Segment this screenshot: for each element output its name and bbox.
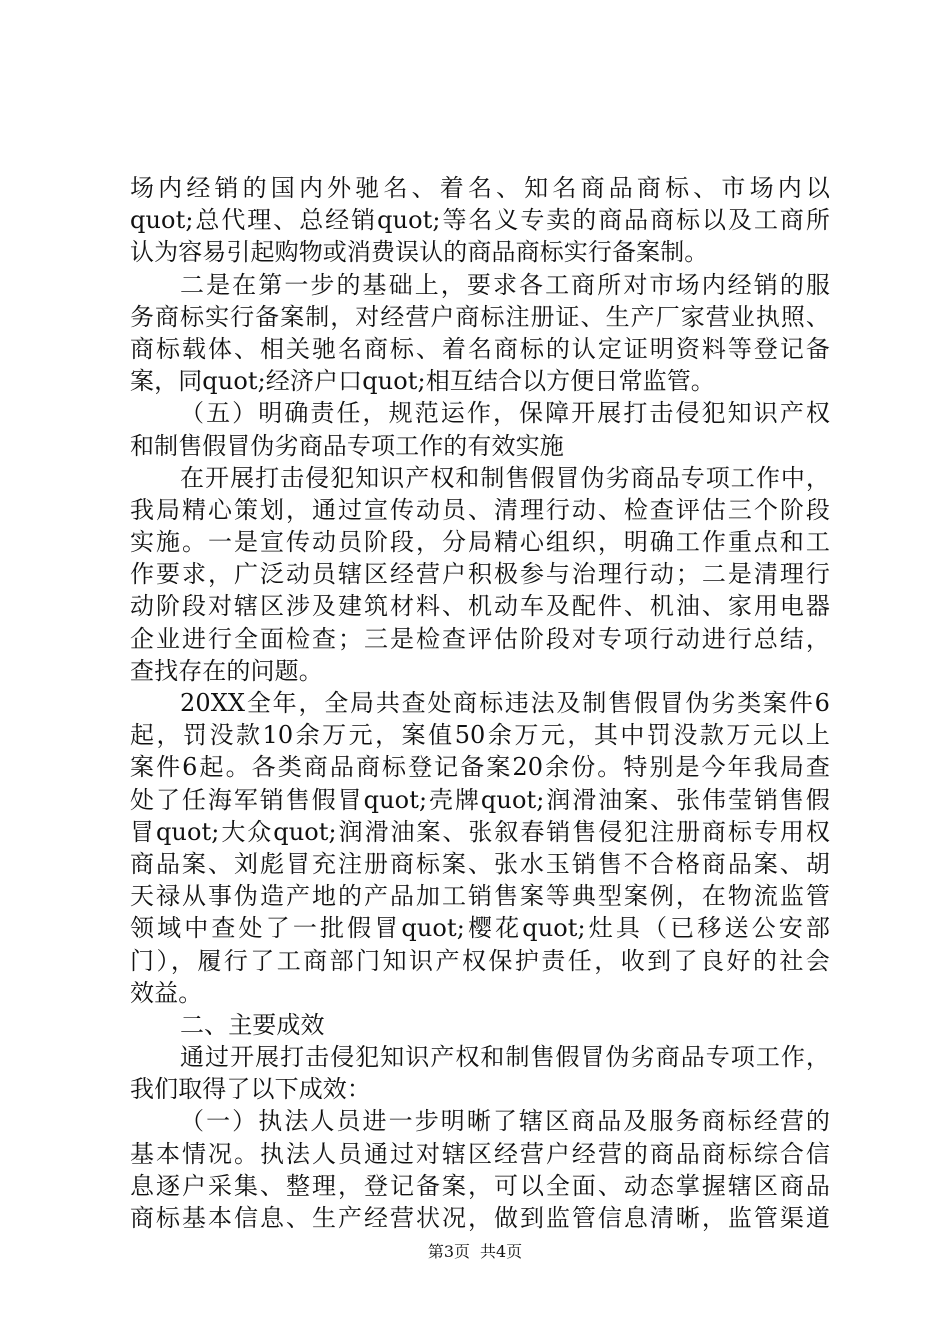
text-line: 在开展打击侵犯知识产权和制售假冒伪劣商品专项工作中， xyxy=(180,463,830,492)
text-line: 案件6起。各类商品商标登记备案20余份。特别是今年我局查 xyxy=(130,753,830,782)
text-line: 商标载体、相关驰名商标、着名商标的认定证明资料等登记备 xyxy=(130,334,830,363)
body-text xyxy=(130,172,830,1234)
text-line: 场内经销的国内外驰名、着名、知名商品商标、市场内以 xyxy=(130,174,830,202)
text-line: 商品案、刘彪冒充注册商标案、张水玉销售不合格商品案、胡 xyxy=(130,849,830,878)
text-line: 门），履行了工商部门知识产权保护责任，收到了良好的社会 xyxy=(130,946,830,975)
text-line: 商标基本信息、生产经营状况，做到监管信息清晰，监管渠道 xyxy=(130,1204,830,1232)
text-line: 领域中查处了一批假冒quot;樱花quot;灶具（已移送公安部 xyxy=(130,914,830,943)
text-line: 二是在第一步的基础上，要求各工商所对市场内经销的服 xyxy=(180,270,830,299)
text-line: 基本情况。执法人员通过对辖区经营户经营的商品商标综合信 xyxy=(130,1139,830,1168)
text-line: 二、主要成效 xyxy=(180,1010,325,1039)
text-line: 处了任海军销售假冒quot;壳牌quot;润滑油案、张伟莹销售假 xyxy=(130,785,830,814)
text-line: 20XX全年，全局共查处商标违法及制售假冒伪劣类案件6 xyxy=(180,689,830,717)
text-line: 企业进行全面检查；三是检查评估阶段对专项行动进行总结， xyxy=(130,624,830,653)
text-line: 天禄从事伪造产地的产品加工销售案等典型案例，在物流监管 xyxy=(130,882,830,911)
text-line: 案，同quot;经济户口quot;相互结合以方便日常监管。 xyxy=(130,367,715,396)
text-line: 起，罚没款10余万元，案值50余万元，其中罚没款万元以上 xyxy=(130,721,830,750)
text-line: 和制售假冒伪劣商品专项工作的有效实施 xyxy=(130,431,564,460)
text-line: 我们取得了以下成效： xyxy=(130,1075,371,1104)
text-line: 我局精心策划，通过宣传动员、清理行动、检查评估三个阶段 xyxy=(130,495,830,524)
text-line: quot;总代理、总经销quot;等名义专卖的商品商标以及工商所 xyxy=(130,206,830,235)
text-line: 效益。 xyxy=(130,978,203,1007)
text-line: 查找存在的问题。 xyxy=(130,656,323,685)
text-line: 作要求，广泛动员辖区经营户积极参与治理行动；二是清理行 xyxy=(130,560,830,589)
text-line: （五）明确责任，规范运作，保障开展打击侵犯知识产权 xyxy=(180,399,830,428)
text-line: 动阶段对辖区涉及建筑材料、机动车及配件、机油、家用电器 xyxy=(130,592,830,621)
text-line: 实施。一是宣传动员阶段，分局精心组织，明确工作重点和工 xyxy=(130,528,830,557)
text-line: 务商标实行备案制，对经营户商标注册证、生产厂家营业执照、 xyxy=(130,302,830,331)
text-line: （一）执法人员进一步明晰了辖区商品及服务商标经营的 xyxy=(180,1107,830,1136)
text-line: 息逐户采集、整理，登记备案，可以全面、动态掌握辖区商品 xyxy=(130,1171,830,1200)
page-number: 第3页 xyxy=(427,1242,470,1261)
page-footer xyxy=(0,1242,950,1262)
page-total: 共4页 xyxy=(480,1242,523,1261)
text-line: 冒quot;大众quot;润滑油案、张叙春销售侵犯注册商标专用权 xyxy=(130,817,830,846)
text-line: 通过开展打击侵犯知识产权和制售假冒伪劣商品专项工作， xyxy=(180,1043,830,1072)
text-line: 认为容易引起购物或消费误认的商品商标实行备案制。 xyxy=(130,238,709,267)
